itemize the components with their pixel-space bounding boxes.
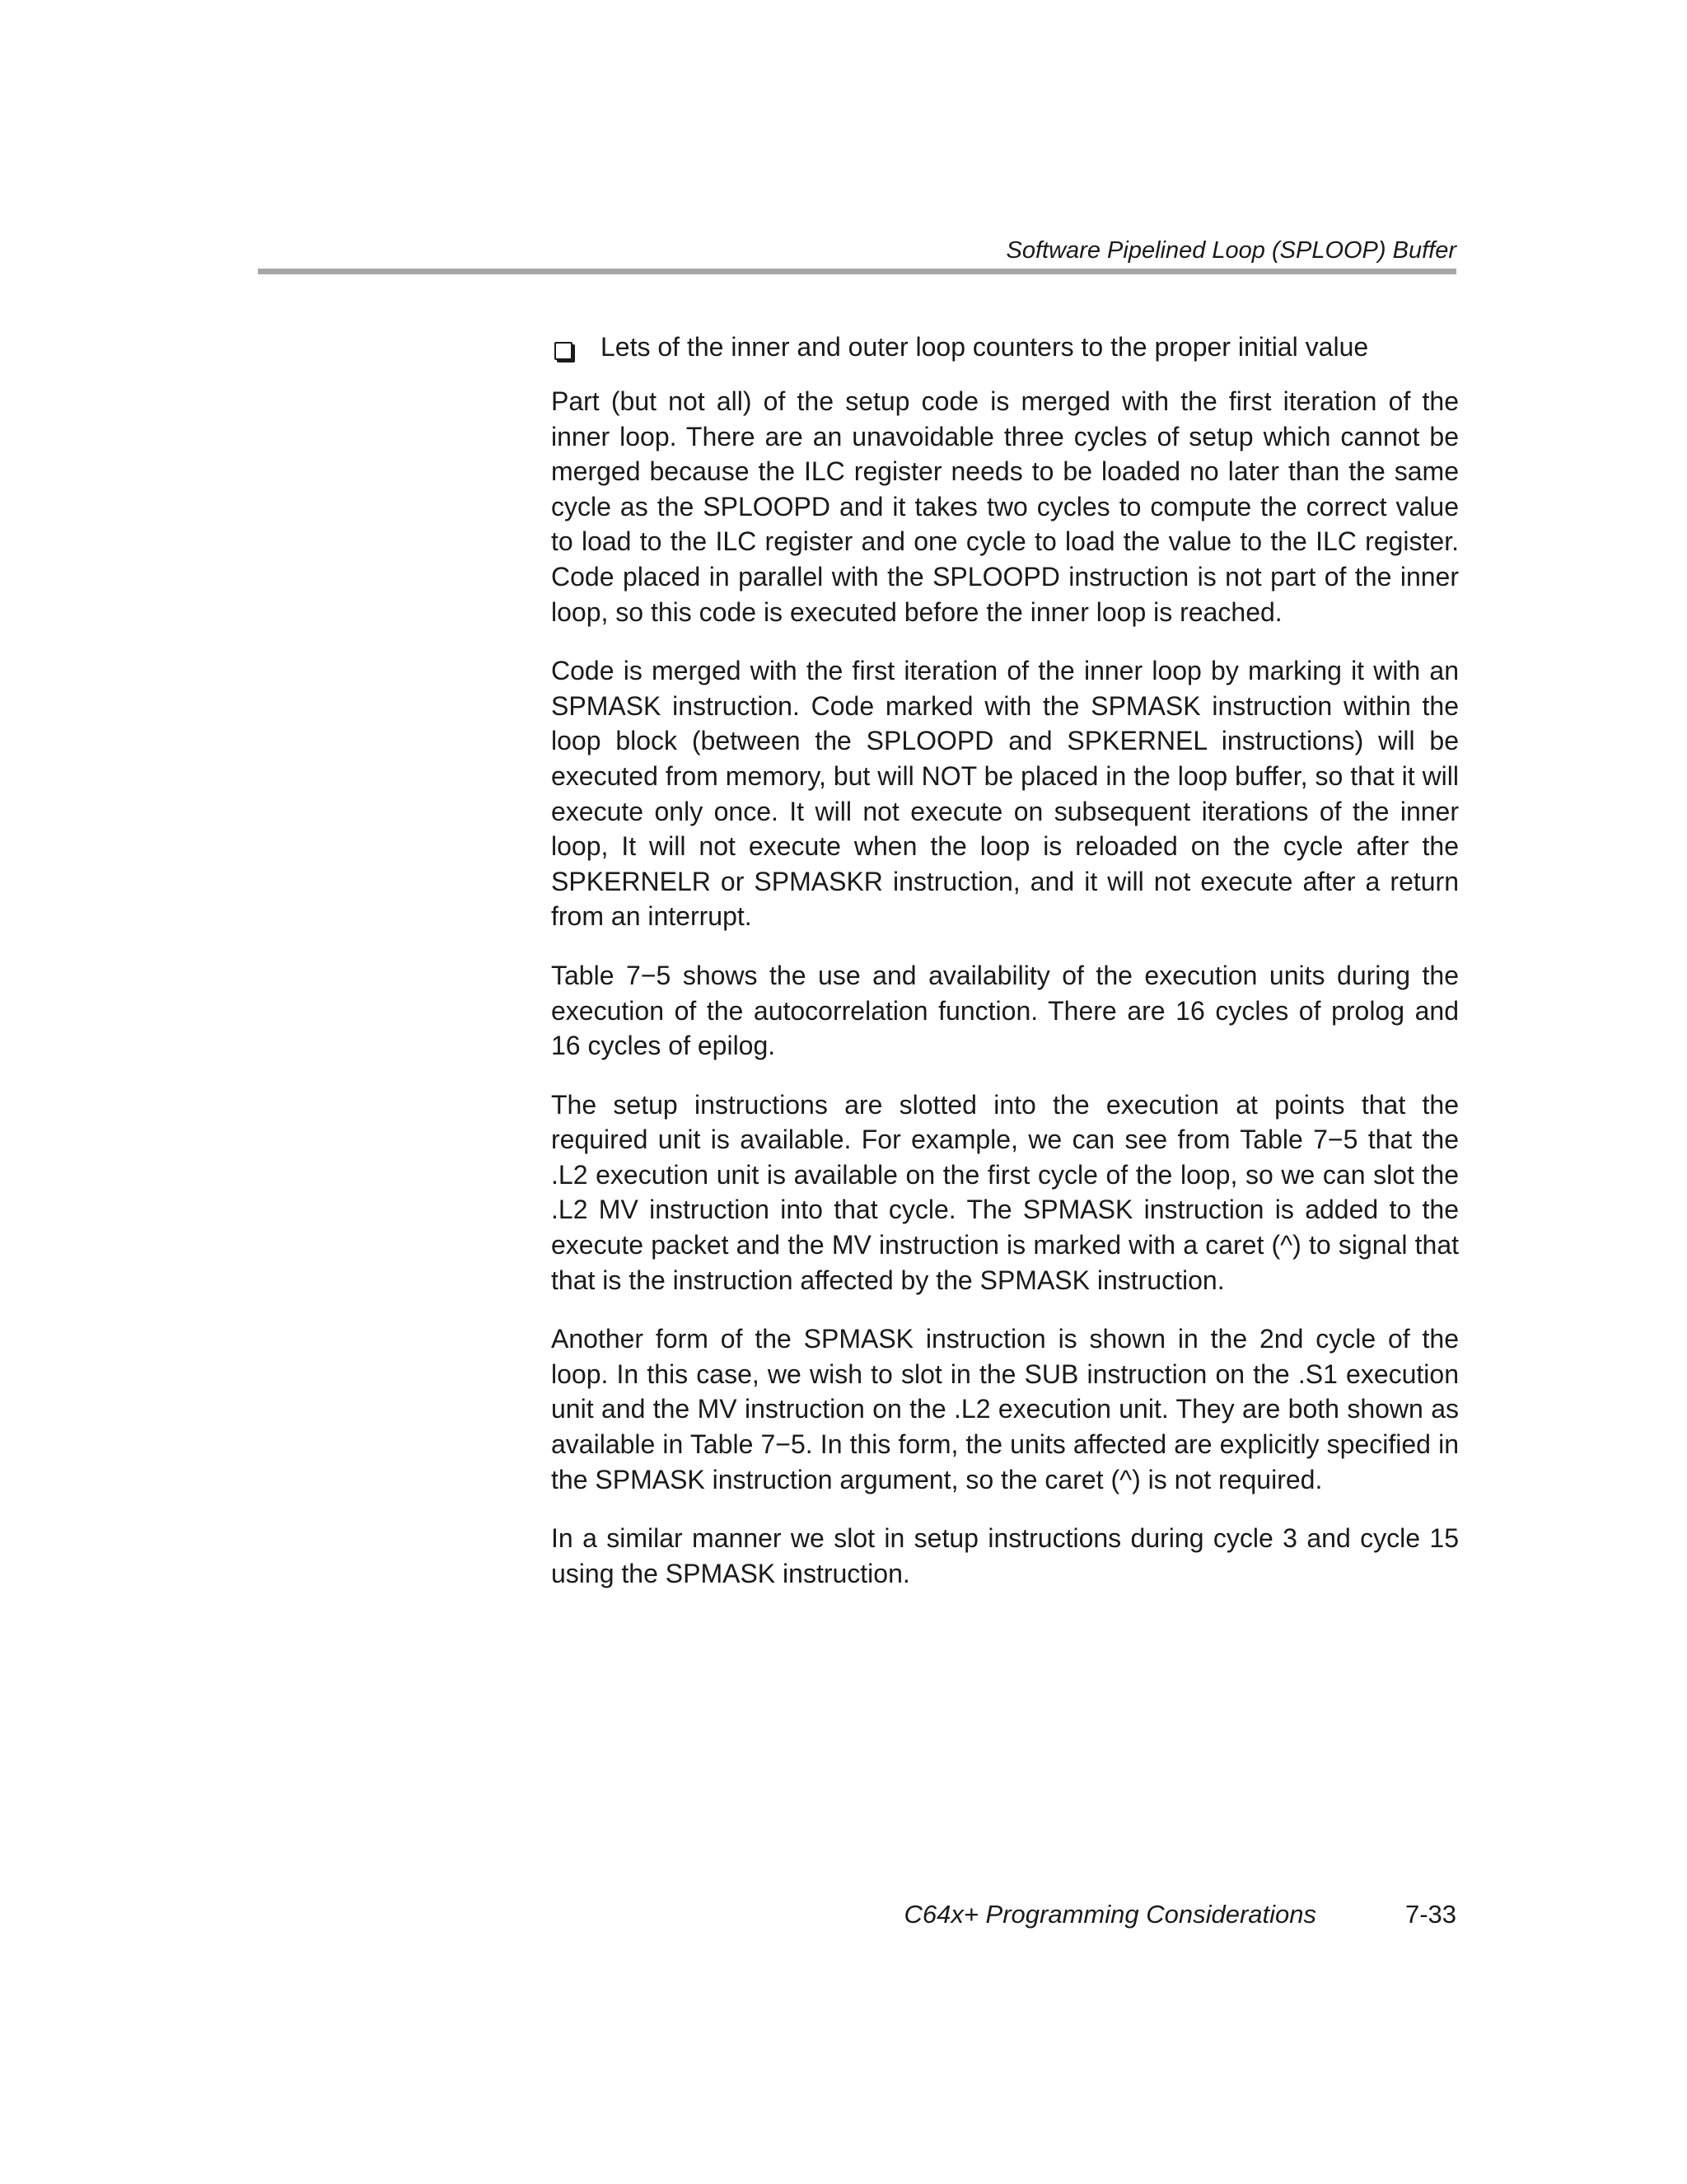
paragraph-slotting-setup: The setup instructions are slotted into the execution at points that the required unit is available. For example, we can see from Table 7−5 that the .L2 execution unit is available on the first cycle of the loop, so we can slot the .L2 MV instruction into that cycle. The SPMASK instruction is added to the execute packet and the MV instruction is marked with a caret (^) to signal that that is the instruction affected by the SPMASK instruction. [551,1089,1459,1295]
paragraph-table-reference: Table 7−5 shows the use and availability of the execution units during the execution of the autocorrelation function. There are 16 cycles of prolog and 16 cycles of epilog. [551,960,1459,1061]
checkbox-bullet-icon [554,342,572,360]
page-body [551,330,1459,1591]
paragraph-cycle-3-15: In a similar manner we slot in setup instructions during cycle 3 and cycle 15 using the SPMASK instruction. [551,1523,1459,1588]
bullet-item-text: Lets of the inner and outer loop counters to the proper initial value [600,332,1369,362]
paragraph-spmask-marking: Code is merged with the first iteration of the inner loop by marking it with an SPMASK instruction. Code marked with the SPMASK instruction within the loop block (between the SPLOOPD and SPKERNEL instructions) will be executed from memory, but will NOT be placed in the loop buffer, so that it will execute only once. It will not execute on subsequent iterations of the inner loop, It will not execute when the loop is reloaded on the cycle after the SPKERNELR or SPMASKR instruction, and it will not execute after a return from an interrupt. [551,656,1459,932]
paragraph-spmask-form: Another form of the SPMASK instruction is shown in the 2nd cycle of the loop. In this case, we wish to slot in the SUB instruction on the .S1 execution unit and the MV instruction on the .L2 execution unit. They are both shown as available in Table 7−5. In this form, the units affected are explicitly specified in the SPMASK instruction argument, so the caret (^) is not required. [551,1324,1459,1494]
bullet-item [551,330,1459,364]
running-header-title: Software Pipelined Loop (SPLOOP) Buffer [1006,237,1456,264]
running-footer [0,1900,1687,1929]
footer-chapter-title: C64x+ Programming Considerations [904,1900,1316,1929]
paragraph-setup-code-merge: Part (but not all) of the setup code is merged with the first iteration of the inner loop. There are an unavoidable three cycles of setup which cannot be merged because the ILC register needs to be loaded no later than the same cycle as the SPLOOPD and it takes two cycles to compute the correct value to load to the ILC register and one cycle to load the value to the ILC register. Code placed in parallel with the SPLOOPD instruction is not part of the inner loop, so this code is executed before the inner loop is reached. [551,386,1459,627]
page-number: 7-33 [1404,1900,1456,1929]
header-rule [258,269,1456,274]
